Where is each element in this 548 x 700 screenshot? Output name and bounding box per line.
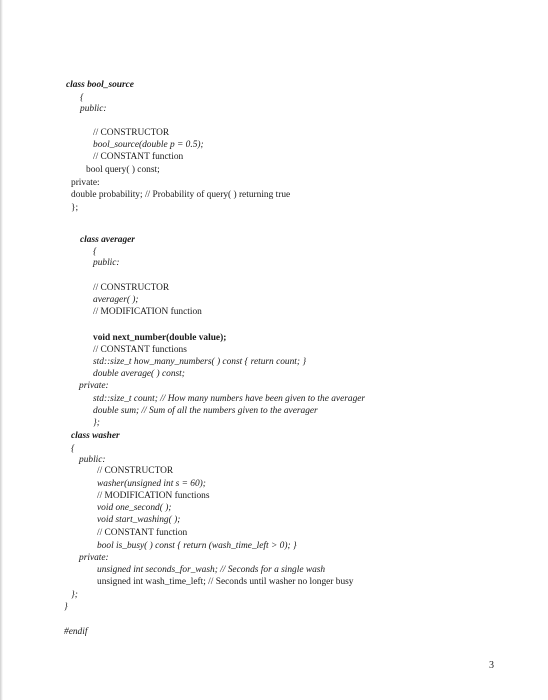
code-line: void start_washing( ); <box>97 515 181 525</box>
code-line: } <box>64 602 68 612</box>
code-line: class washer <box>71 431 120 441</box>
code-line: public: <box>93 258 120 268</box>
code-line: void next_number(double value); <box>93 333 227 343</box>
code-line: double sum; // Sum of all the numbers given to the averager <box>93 406 318 416</box>
code-line: }; <box>71 203 79 213</box>
code-line: // MODIFICATION functions <box>97 491 210 501</box>
code-line: class averager <box>80 235 135 245</box>
code-line: { <box>71 444 75 454</box>
code-line: // CONSTANT function <box>93 152 184 162</box>
page-number: 3 <box>489 660 494 671</box>
code-line: double probability; // Probability of query( ) returning true <box>71 190 291 200</box>
code-line: double average( ) const; <box>93 369 185 379</box>
code-line: bool query( ) const; <box>86 165 160 175</box>
code-line: bool_source(double p = 0.5); <box>93 140 204 150</box>
code-line: private: <box>79 381 109 391</box>
code-line: averager( ); <box>93 295 139 305</box>
code-line: class bool_source <box>66 80 134 90</box>
code-line: { <box>93 247 97 257</box>
code-line: #endif <box>64 627 88 637</box>
code-line: void one_second( ); <box>97 503 172 513</box>
code-line: unsigned int seconds_for_wash; // Seconds for a single wash <box>97 565 326 575</box>
code-line: }; <box>93 418 100 428</box>
code-line: unsigned int wash_time_left; // Seconds until washer no longer busy <box>97 577 354 587</box>
code-line: washer(unsigned int s = 60); <box>97 479 206 489</box>
code-line: std::size_t count; // How many numbers have been given to the averager <box>93 394 366 404</box>
code-line: private: <box>79 553 109 563</box>
code-line: // CONSTANT functions <box>93 345 187 355</box>
code-line: std::size_t how_many_numbers( ) const { return count; } <box>93 357 307 367</box>
code-line: }; <box>71 590 78 600</box>
code-line: public: <box>80 104 107 114</box>
page-edge-shadow <box>0 0 3 700</box>
code-line: bool is_busy( ) const { return (wash_time_left > 0); } <box>97 541 297 551</box>
code-line: { <box>80 93 84 103</box>
code-line: // CONSTRUCTOR <box>97 466 174 476</box>
code-line: // MODIFICATION function <box>93 307 202 317</box>
code-line: public: <box>79 455 106 465</box>
code-line: private: <box>71 178 100 188</box>
code-line: // CONSTRUCTOR <box>93 128 170 138</box>
code-line: // CONSTRUCTOR <box>93 283 170 293</box>
code-line: // CONSTANT function <box>97 528 188 538</box>
